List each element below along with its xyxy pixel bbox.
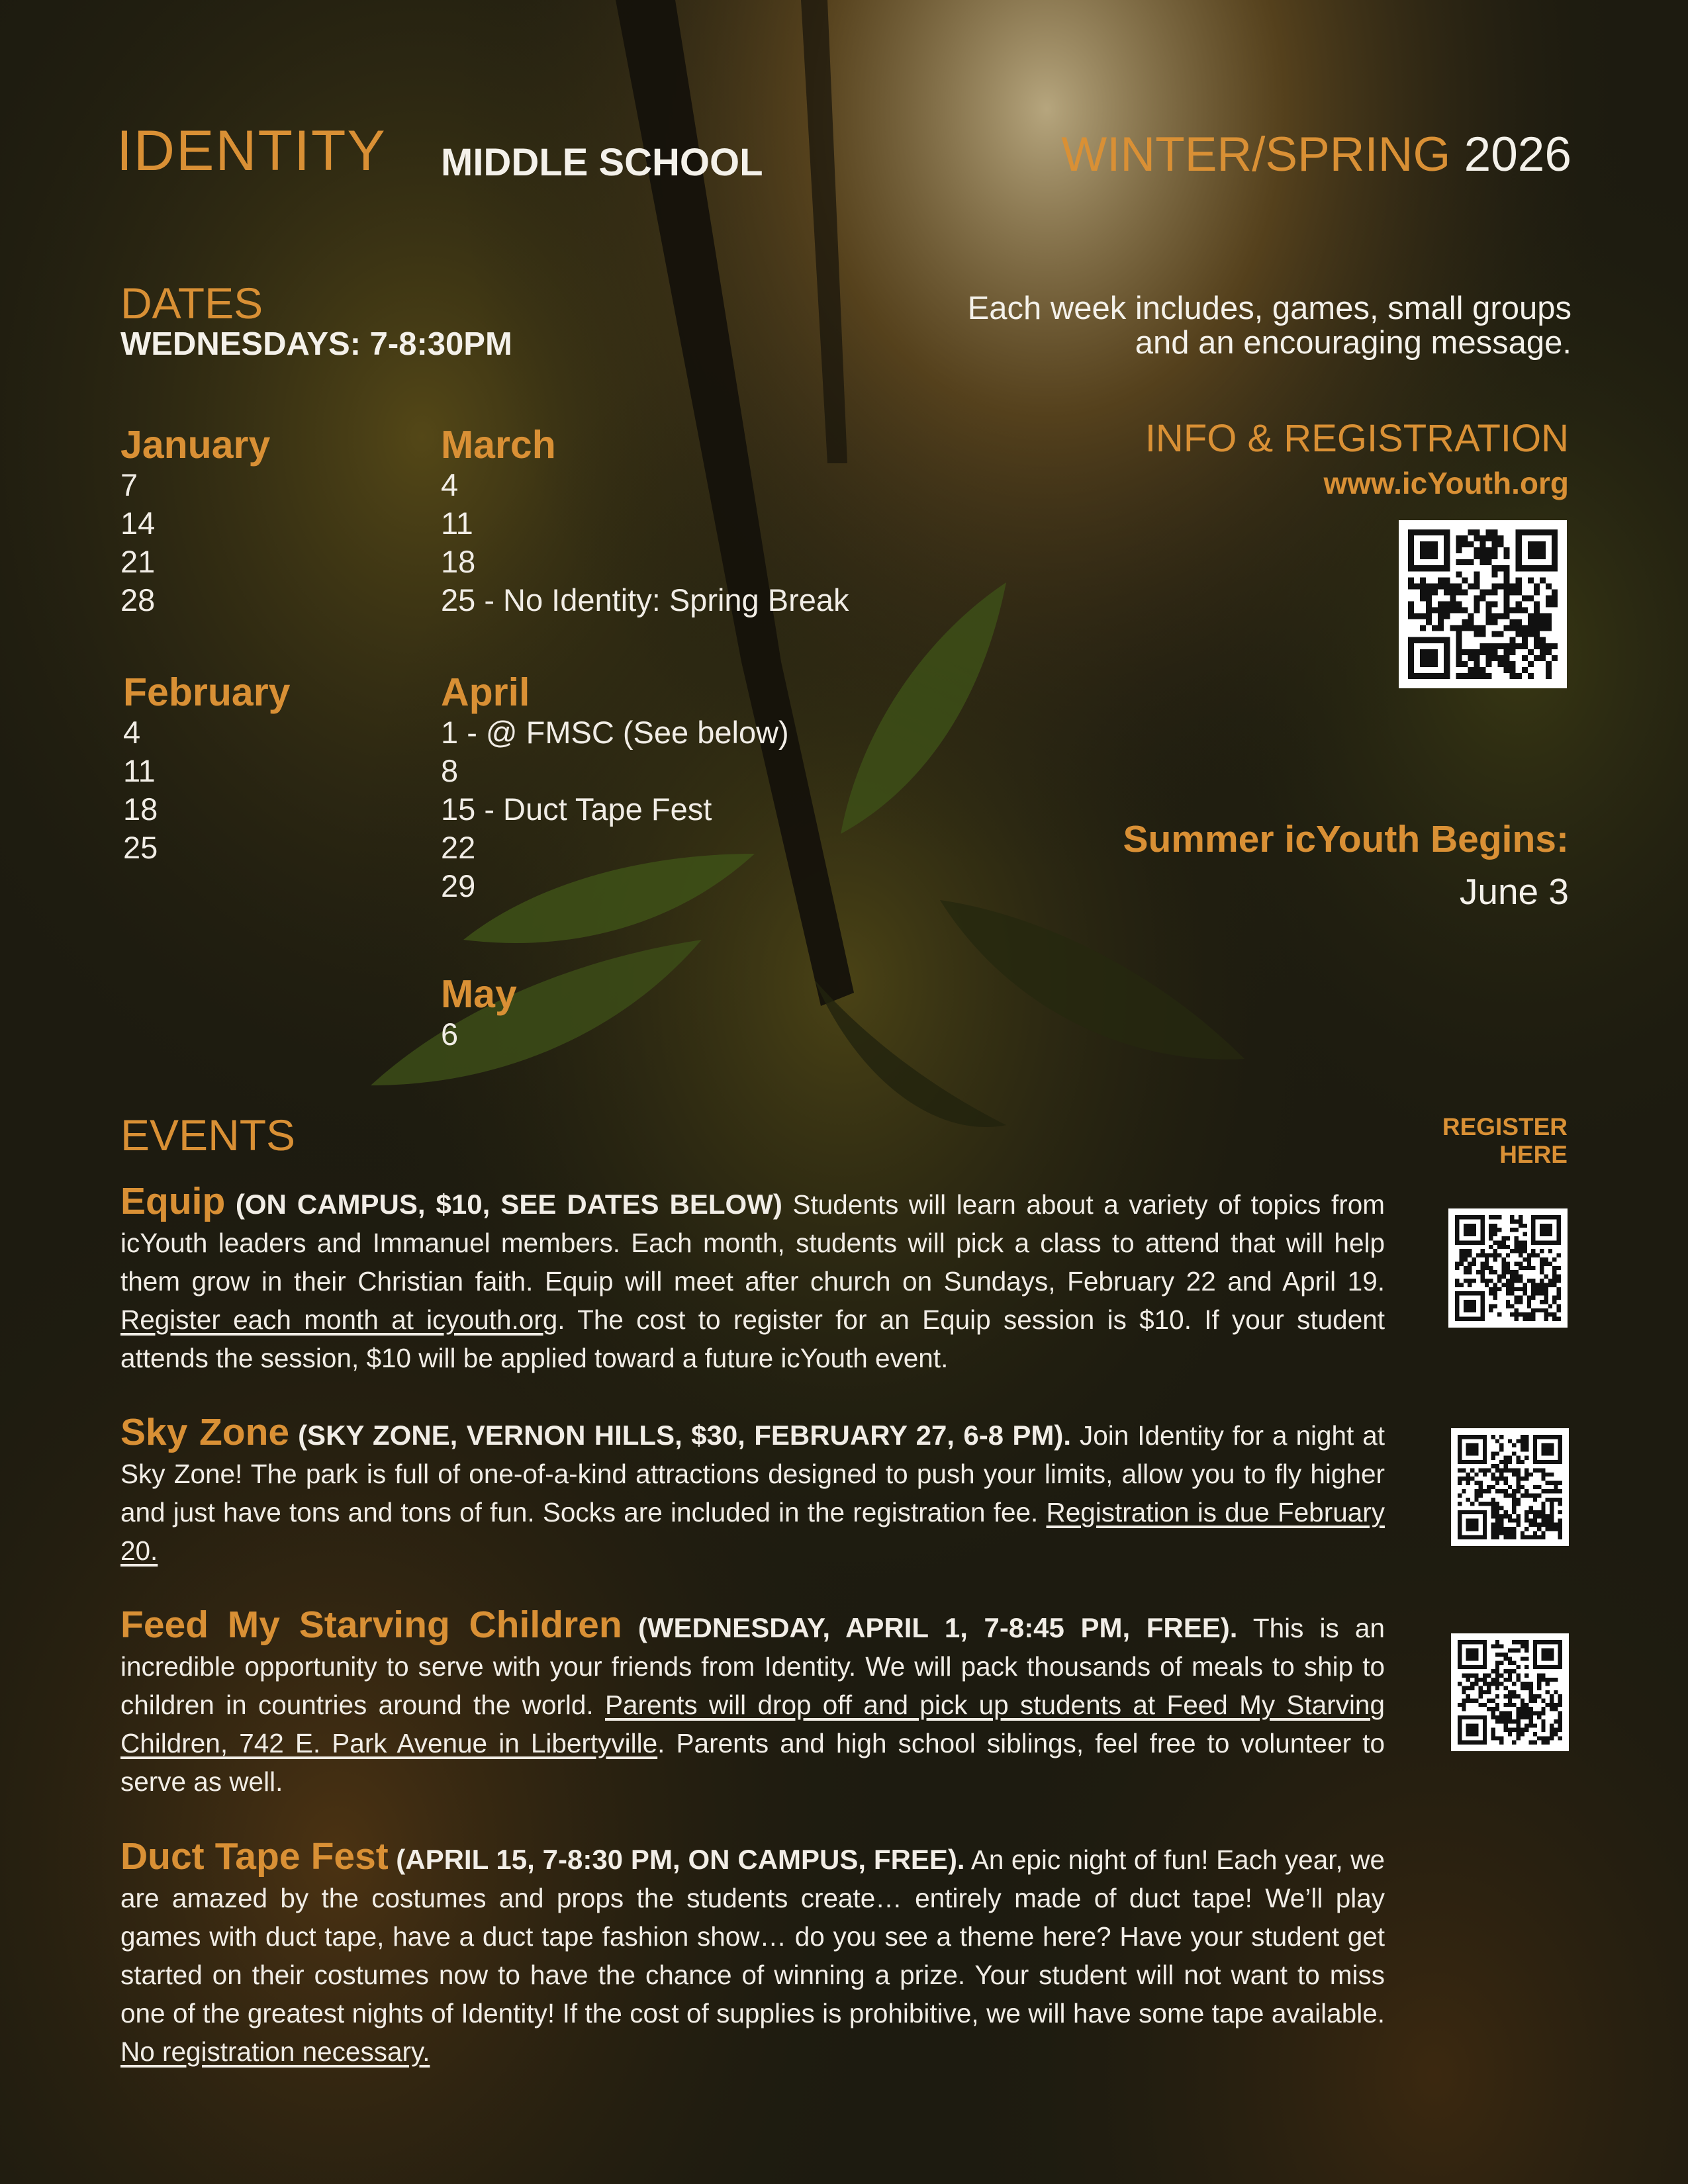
date-item: 25 - No Identity: Spring Break xyxy=(441,582,849,617)
date-list xyxy=(120,466,270,619)
event-description: This is an incredible opportunity to serve with your friends from Identity. We will pack thousands of meals to ship to children in countries around the world. xyxy=(120,1613,1385,1720)
date-item: 1 - @ FMSC (See below) xyxy=(441,715,789,750)
event-description-2: . Parents and high school siblings, feel free to volunteer to serve as well. xyxy=(120,1728,1385,1797)
date-item: 25 xyxy=(123,830,158,865)
season-word: WINTER/SPRING xyxy=(1061,128,1451,181)
intro-text: Each week includes, games, small groups and an encouraging message. xyxy=(967,291,1571,361)
event-equip xyxy=(120,1182,1385,1377)
event-dropoff-link[interactable]: Parents will drop off and pick up students at Feed My Starving Children, 742 E. Park Avenue in Libertyville xyxy=(120,1690,1385,1758)
month-name: April xyxy=(441,670,530,714)
event-register-link[interactable]: Register each month at icyouth.org xyxy=(120,1304,558,1335)
month-january xyxy=(120,424,270,619)
qr-code-icon[interactable] xyxy=(1451,1633,1569,1751)
event-meta: (ON CAMPUS, $10, SEE DATES BELOW) xyxy=(235,1189,782,1220)
month-february xyxy=(123,671,290,867)
date-list xyxy=(441,1015,517,1054)
brand-subtitle: MIDDLE SCHOOL xyxy=(441,141,763,184)
event-name: Duct Tape Fest xyxy=(120,1835,389,1878)
date-list xyxy=(123,713,290,867)
summer-date: June 3 xyxy=(1459,871,1569,912)
event-meta: (WEDNESDAY, APRIL 1, 7-8:45 PM, FREE). xyxy=(637,1612,1238,1643)
date-item: 14 xyxy=(120,506,156,541)
month-name: March xyxy=(441,423,556,467)
date-item: 22 xyxy=(441,830,476,865)
summer-title: Summer icYouth Begins: xyxy=(1123,818,1569,860)
date-item: 11 xyxy=(123,753,156,788)
date-item: 11 xyxy=(441,506,473,541)
date-item: 6 xyxy=(441,1017,459,1052)
events-title: EVENTS xyxy=(120,1111,296,1160)
event-description-2: . The cost to register for an Equip session is $10. If your student attends the session, $10 will be applied toward a future icYouth event. xyxy=(120,1304,1385,1373)
month-march xyxy=(441,424,849,619)
register-here-label: REGISTER HERE xyxy=(1442,1113,1568,1168)
event-name: Sky Zone xyxy=(120,1411,290,1453)
date-item: 18 xyxy=(123,792,158,827)
qr-code-icon[interactable] xyxy=(1399,520,1567,688)
date-item: 29 xyxy=(441,868,476,903)
event-meta: (SKY ZONE, VERNON HILLS, $30, FEBRUARY 27, 6-8 PM). xyxy=(298,1420,1072,1451)
date-item: 4 xyxy=(441,467,459,502)
event-description: Students will learn about a variety of topics from icYouth leaders and Immanuel members. Each month, students will pick a class to attend that will help them grow in their Christian faith. Equip will meet after church on Sundays, February 22 and April 19. xyxy=(120,1189,1385,1297)
date-item: 4 xyxy=(123,715,141,750)
event-description: An epic night of fun! Each year, we are amazed by the costumes and props the students create… entirely made of duct tape! We’ll play games with duct tape, have a duct tape fashion show… do you see a theme here? Have your student get started on their costumes now to have the chance of winning a prize. Your student will not want to miss one of the greatest nights of Identity! If the cost of supplies is prohibitive, we will have some tape available. xyxy=(120,1844,1385,2028)
date-item: 28 xyxy=(120,582,156,617)
month-may xyxy=(441,973,517,1054)
month-april xyxy=(441,671,789,905)
event-name: Feed My Starving Children xyxy=(120,1604,622,1646)
website-link[interactable]: www.icYouth.org xyxy=(1323,466,1569,500)
season-year: 2026 xyxy=(1464,128,1571,181)
month-name: February xyxy=(123,670,291,714)
brand-title: IDENTITY xyxy=(117,119,387,183)
dates-schedule: WEDNESDAYS: 7-8:30PM xyxy=(120,326,512,362)
month-name: May xyxy=(441,972,517,1016)
date-item: 15 - Duct Tape Fest xyxy=(441,792,712,827)
month-name: January xyxy=(120,423,271,467)
dates-title: DATES xyxy=(120,279,263,328)
date-item: 21 xyxy=(120,544,156,579)
event-description: Join Identity for a night at Sky Zone! The park is full of one-of-a-kind attractions designed to push your limits, allow you to fly higher and just have tons and tons of fun. Socks are included in the registration fee. xyxy=(120,1420,1385,1527)
date-list xyxy=(441,713,789,905)
info-registration-title: INFO & REGISTRATION xyxy=(1145,417,1569,460)
date-item: 7 xyxy=(120,467,138,502)
event-sky-zone xyxy=(120,1413,1385,1570)
qr-code-icon[interactable] xyxy=(1451,1428,1569,1546)
event-registration-note: No registration necessary. xyxy=(120,2036,430,2067)
date-list xyxy=(441,466,849,619)
event-name: Equip xyxy=(120,1180,226,1222)
season-heading xyxy=(1061,130,1571,179)
date-item: 8 xyxy=(441,753,459,788)
event-duct-tape-fest xyxy=(120,1837,1385,2071)
qr-code-icon[interactable] xyxy=(1448,1208,1568,1328)
event-feed-my-starving-children xyxy=(120,1606,1385,1801)
date-item: 18 xyxy=(441,544,476,579)
event-register-link[interactable]: Registration is due February 20. xyxy=(120,1497,1385,1566)
event-meta: (APRIL 15, 7-8:30 PM, ON CAMPUS, FREE). xyxy=(396,1844,965,1875)
